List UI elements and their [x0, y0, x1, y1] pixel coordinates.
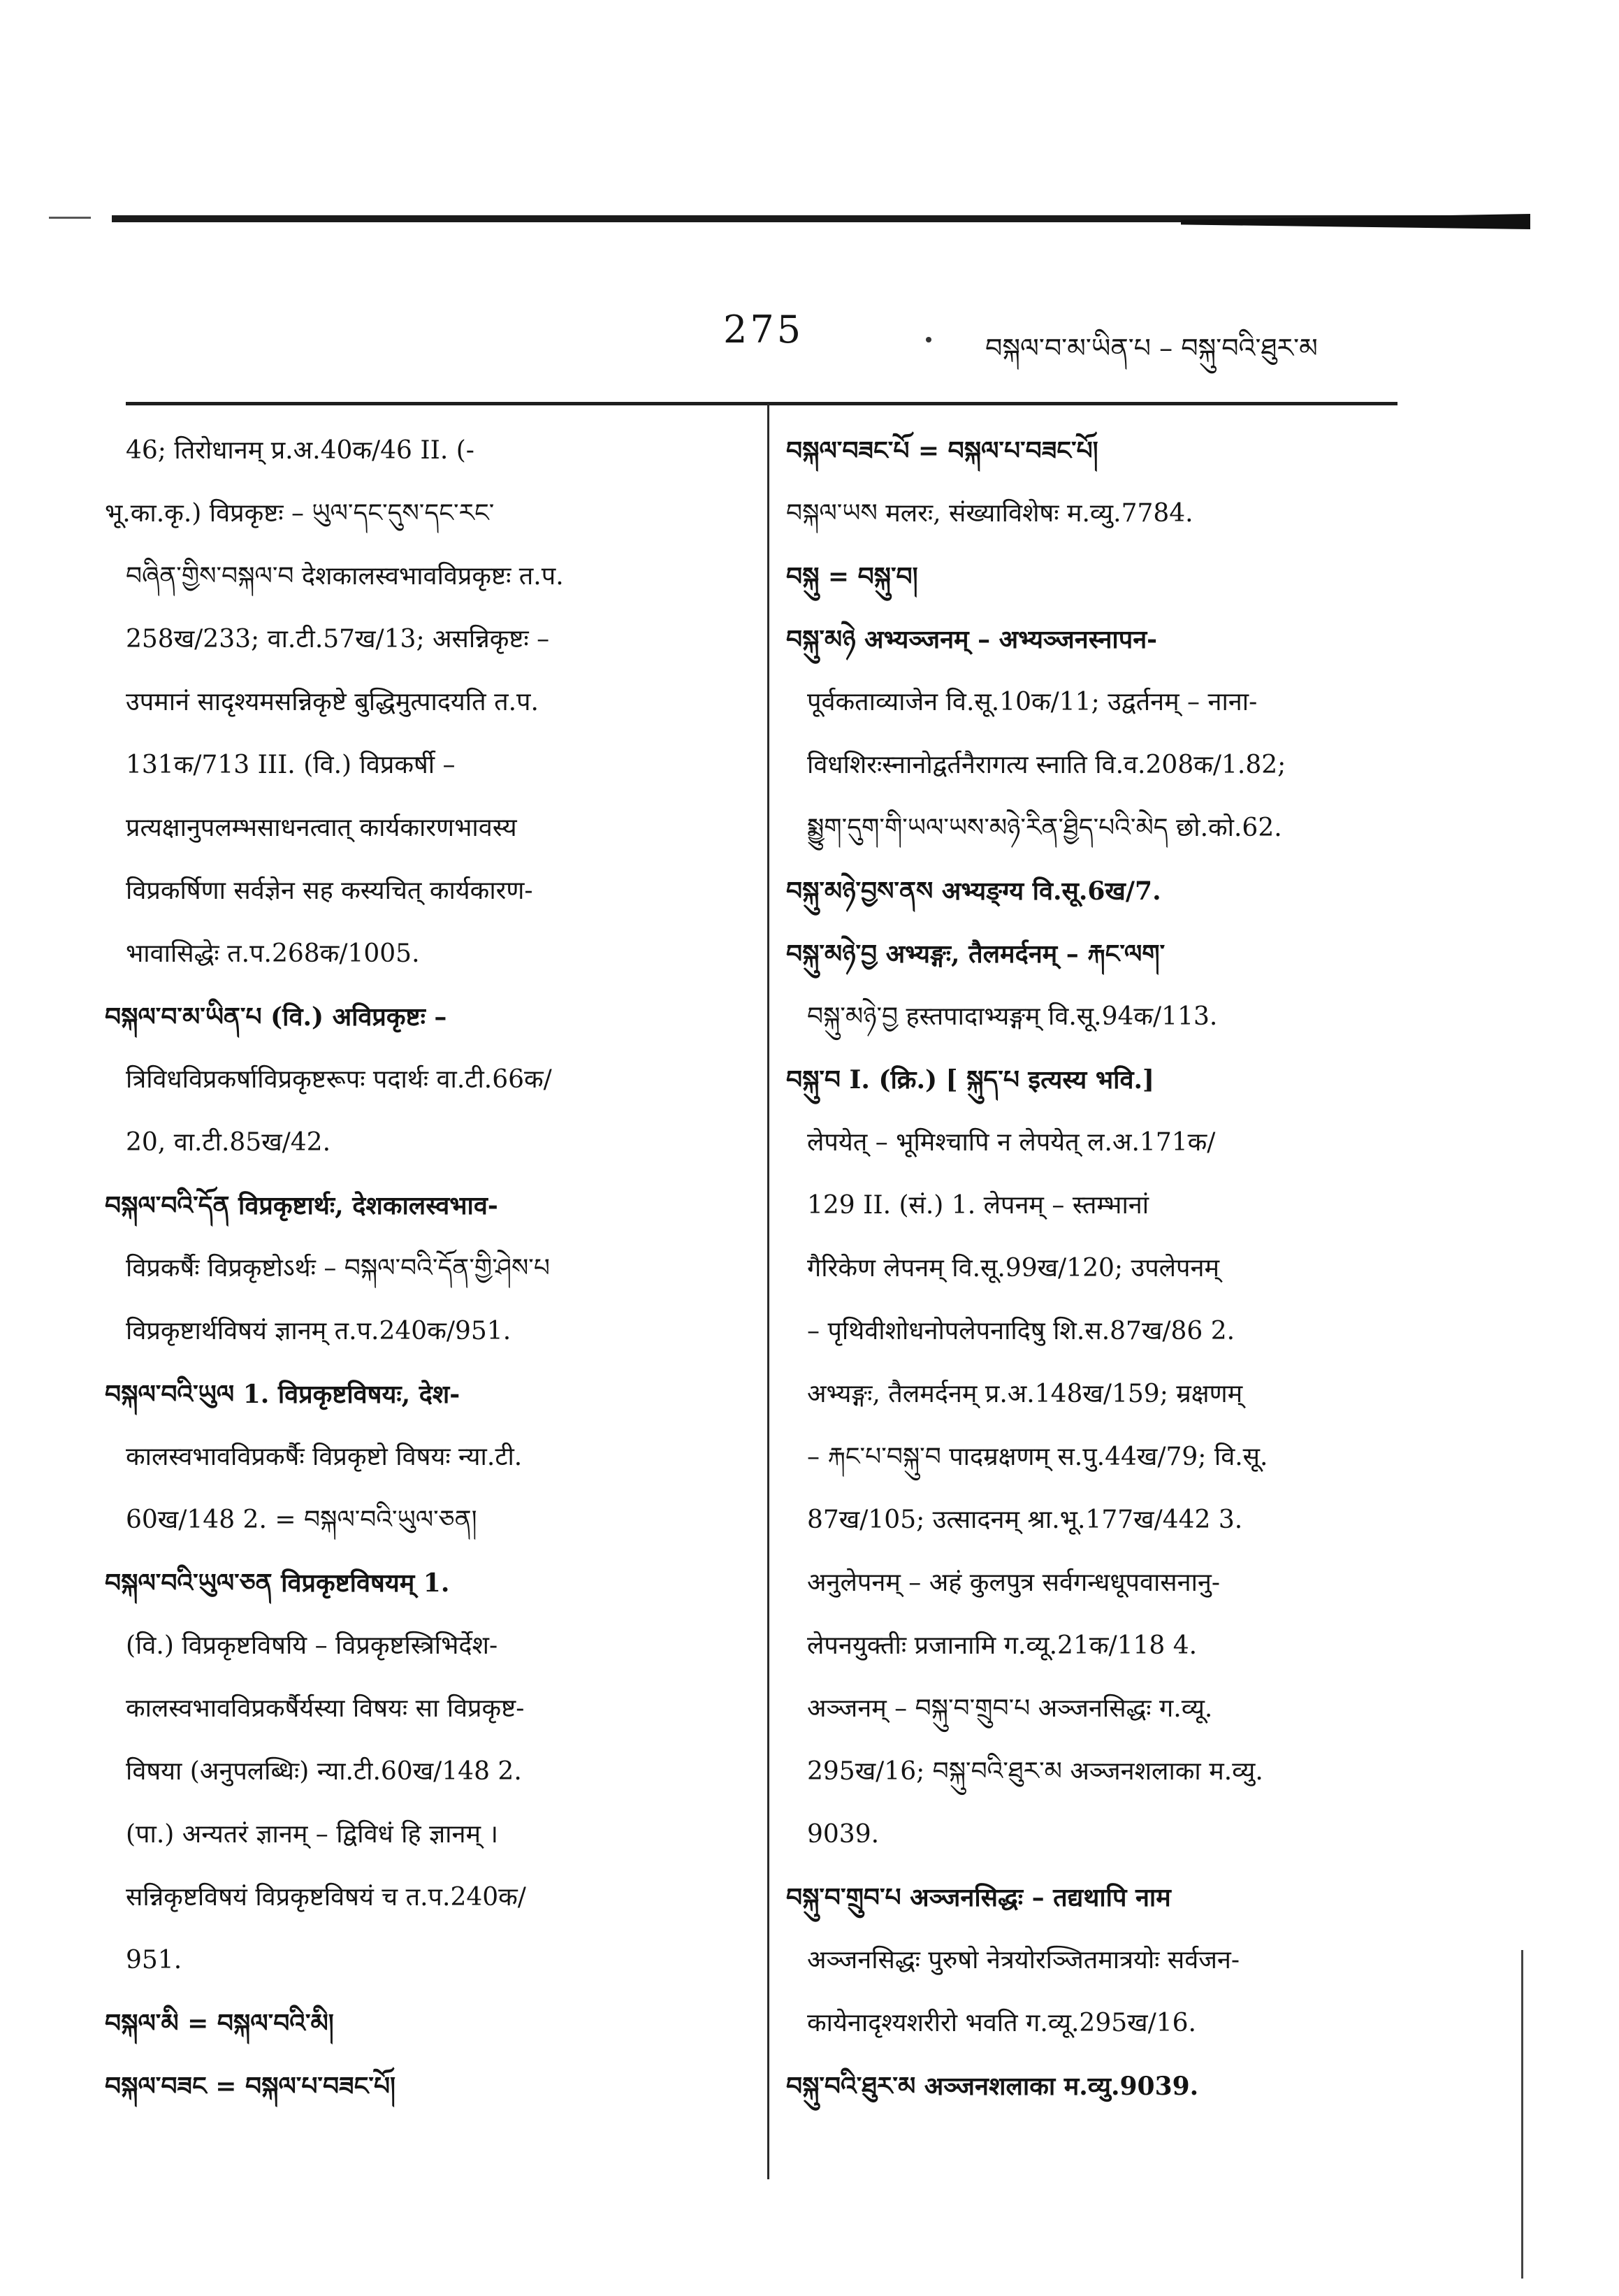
- right-line: – རྐང་པ་བསྐུ་བ पादम्रक्षणम् स.पु.44ख/79; वि.सू.: [807, 1443, 1268, 1471]
- right-line: विधशिरःस्नानोद्वर्तनैरागत्य स्नाति वि.व.208क/1.82;: [807, 751, 1286, 779]
- right-line: 295ख/16; བསྐུ་བའི་ཐུར་མ अञ्जनशलाका म.व्यु.: [807, 1757, 1263, 1786]
- right-line: अभ्यङ्गः, तैलमर्दनम् प्र.अ.148ख/159; म्रक्षणम्: [807, 1380, 1243, 1408]
- right-line: – पृथिवीशोधनोपलेपनादिषु शि.स.87ख/86 2.: [807, 1317, 1235, 1345]
- left-line: (पा.) अन्यतरं ज्ञानम् – द्विविधं हि ज्ञानम् ।: [126, 1820, 499, 1849]
- left-line: 60ख/148 2. = བསྐལ་བའི་ཡུལ་ཅན།: [126, 1506, 477, 1534]
- left-line: 46; तिरोधानम् प्र.अ.40क/46 II. (-: [126, 436, 474, 465]
- right-line: गैरिकेण लेपनम् वि.सू.99ख/120; उपलेपनम्: [807, 1254, 1220, 1283]
- right-edge-line: [1521, 1950, 1523, 2279]
- right-line: अञ्जनम् – བསྐུ་བ་གྲུབ་པ अञ्जनसिद्धः ग.व्यू.: [807, 1694, 1213, 1723]
- right-line: कायेनादृश्यशरीरो भवति ग.व्यू.295ख/16.: [807, 2009, 1196, 2037]
- left-entry-headword: བསྐལ་བ་མ་ཡིན་པ (वि.) अविप्रकृष्टः –: [105, 1002, 447, 1032]
- right-line: 9039.: [807, 1820, 880, 1849]
- right-line: སྨྱུག་དུག་གི་ཡལ་ཡས་མཉེ་རིན་ཐྱིད་པའི་མེད छो.को.62.: [807, 814, 1282, 842]
- right-entry-headword: བསྐུ་བ་གྲུབ་པ अञ्जनसिद्धः – तद्यथापि नाम: [786, 1883, 1171, 1912]
- left-line: 951.: [126, 1946, 182, 1974]
- left-line: विषया (अनुपलब्धिः) न्या.टी.60ख/148 2.: [126, 1757, 522, 1786]
- left-line: भू.का.कृ.) विप्रकृष्टः – ཡུལ་དང་དུས་དང་རང་: [105, 499, 495, 528]
- page-number: 275: [723, 308, 804, 352]
- right-entry-headword: བསྐུ = བསྐུ་བ།: [786, 562, 918, 591]
- right-line: अञ्जनसिद्धः पुरुषो नेत्रयोरञ्जितमात्रयोः सर्वजन-: [807, 1946, 1240, 1974]
- left-line: 20, वा.टी.85ख/42.: [126, 1128, 331, 1157]
- left-line: कालस्वभावविप्रकर्षैः विप्रकृष्टो विषयः न्या.टी.: [126, 1443, 523, 1471]
- right-entry-headword: བསྐུ་བ I. (क्रि.) [ སྐུད་པ इत्यस्य भवि.]: [786, 1065, 1155, 1095]
- right-line: पूर्वकताव्याजेन वि.सू.10क/11; उद्वर्तनम् – नाना-: [807, 688, 1258, 716]
- left-entry-headword: བསྐལ་བའི་དོན विप्रकृष्टार्थः, देशकालस्वभाव-: [105, 1191, 498, 1220]
- left-entry-headword: བསྐལ་བའི་ཡུལ 1. विप्रकृष्टविषयः, देश-: [105, 1380, 460, 1409]
- left-line: उपमानं सादृश्यमसन्निकृष्टे बुद्धिमुत्पादयति त.प.: [126, 688, 539, 716]
- left-line: कालस्वभावविप्रकर्षैर्यस्या विषयः सा विप्रकृष्ट-: [126, 1694, 525, 1723]
- right-entry-headword: བསྐུ་མཉེ་བྱས་ནས अभ्यङ्ग्य वि.सू.6ख/7.: [786, 876, 1161, 906]
- left-line: त्रिविधविप्रकर्षाविप्रकृष्टरूपः पदार्थः वा.टी.66क/: [126, 1065, 552, 1094]
- right-column: [786, 419, 1401, 2118]
- top-rule-short: [49, 217, 91, 219]
- left-line: 131क/713 III. (वि.) विप्रकर्षी –: [126, 751, 456, 779]
- header-dot: [926, 337, 931, 342]
- left-line: विप्रकर्षिणा सर्वज्ञेन सह कस्यचित् कार्यकारण-: [126, 876, 533, 905]
- left-entry-headword: བསྐལ་མི = བསྐལ་བའི་མི།: [105, 2009, 334, 2038]
- right-entry-headword: བསྐུ་མཉེ अभ्यञ्जनम् – अभ्यञ्जनस्नापन-: [786, 625, 1158, 654]
- left-line: བཞིན་གྱིས་བསྐལ་བ देशकालस्वभावविप्रकृष्टः त.प.: [126, 562, 564, 591]
- right-entry-headword: བསྐལ་བཟང་པོ = བསྐལ་པ་བཟང་པོ།: [786, 436, 1098, 465]
- right-line: लेपनयुक्तीः प्रजानामि ग.व्यू.21क/118 4.: [807, 1631, 1198, 1660]
- right-line: अनुलेपनम् – अहं कुलपुत्र सर्वगन्धधूपवासनानु-: [807, 1568, 1221, 1597]
- right-entry-headword: བསྐུ་བའི་ཐུར་མ अञ्जनशलाका म.व्यु.9039.: [786, 2072, 1199, 2101]
- left-entry-headword: བསྐལ་བའི་ཡུལ་ཅན विप्रकृष्टविषयम् 1.: [105, 1568, 450, 1598]
- left-line: प्रत्यक्षानुपलम्भसाधनत्वात् कार्यकारणभावस्य: [126, 814, 517, 842]
- left-entry-headword: བསྐལ་བཟང = བསྐལ་པ་བཟང་པོ།: [105, 2072, 396, 2101]
- running-head: བསྐལ་བ་མ་ཡིན་པ – བསྐུ་བའི་ཐུར་མ: [985, 333, 1318, 363]
- left-line: सन्निकृष्टविषयं विप्रकृष्टविषयं च त.प.240क/: [126, 1883, 526, 1912]
- right-line: བསྐུ་མཉེ་བྱ हस्तपादाभ्यङ्गम् वि.सू.94क/113.: [807, 1002, 1218, 1031]
- right-entry-headword: བསྐུ་མཉེ་བྱ अभ्यङ्गः, तैलमर्दनम् – རྐང་ལག་: [786, 939, 1166, 969]
- left-line: विप्रकर्षैः विप्रकृष्टोऽर्थः – བསྐལ་བའི་དོན་གྱི་ཤེས་པ: [126, 1254, 550, 1283]
- right-line: 87ख/105; उत्सादनम् श्रा.भू.177ख/442 3.: [807, 1506, 1243, 1534]
- header-rule: [126, 402, 1397, 405]
- left-column: [105, 419, 737, 2118]
- left-line: (वि.) विप्रकृष्टविषयि – विप्रकृष्टस्त्रिभिर्देश-: [126, 1631, 498, 1660]
- left-line: विप्रकृष्टार्थविषयं ज्ञानम् त.प.240क/951.: [126, 1317, 511, 1345]
- right-line: लेपयेत् – भूमिश्चापि न लेपयेत् ल.अ.171क/: [807, 1128, 1216, 1157]
- right-entry-headword: བསྐལ་ཡས मलरः, संख्याविशेषः म.व्यु.7784.: [786, 499, 1193, 528]
- column-divider: [767, 404, 769, 2179]
- left-line: भावासिद्धेः त.प.268क/1005.: [126, 939, 420, 968]
- left-line: 258ख/233; वा.टी.57ख/13; असन्निकृष्टः –: [126, 625, 550, 654]
- right-line: 129 II. (सं.) 1. लेपनम् – स्तम्भानां: [807, 1191, 1149, 1220]
